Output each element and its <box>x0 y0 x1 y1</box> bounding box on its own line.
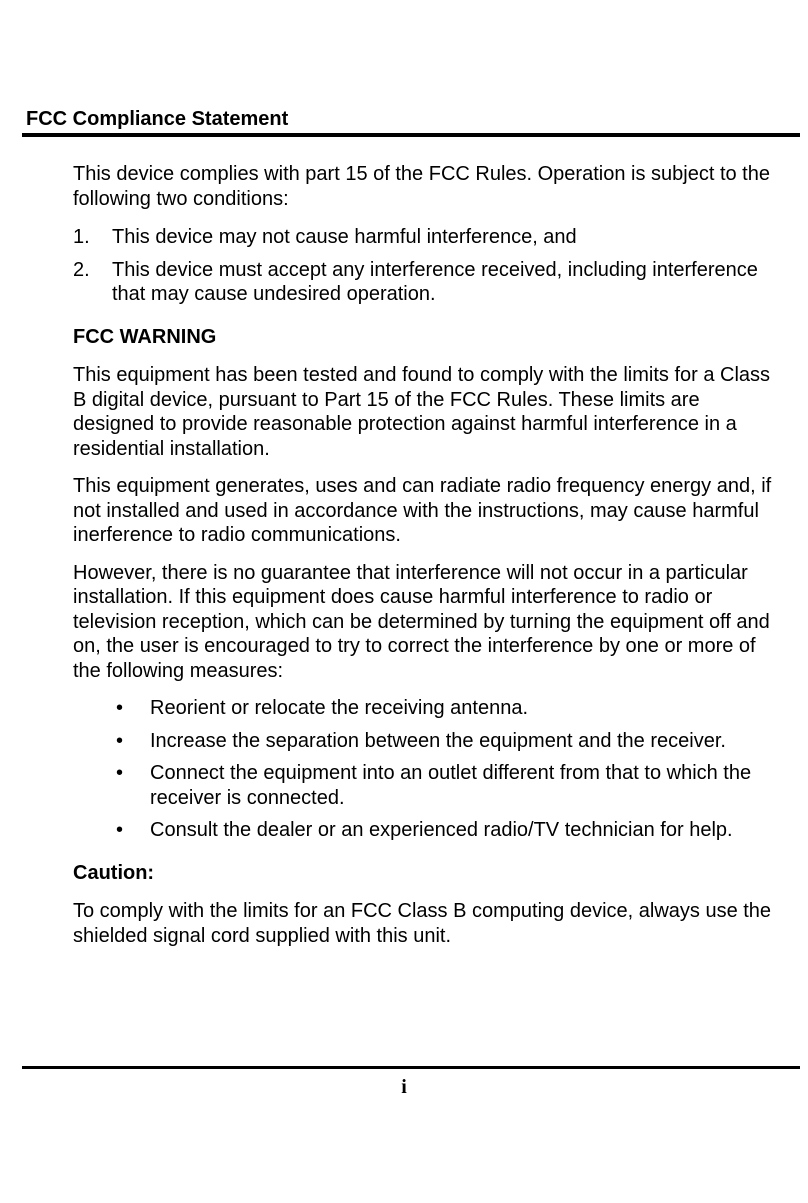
warning-paragraph: However, there is no guarantee that interference will not occur in a particular installation. If this equipment does cause harmful interference to radio or television reception, which can be determined by turning the equipment off and on, the user is encouraged to try to correct the interference by one or more of the following measures: <box>73 561 770 682</box>
bullet-icon: • <box>116 697 124 719</box>
measures-list <box>73 696 785 843</box>
caution-paragraph: To comply with the limits for an FCC Class B computing device, always use the shielded signal cord supplied with this unit. <box>73 900 772 947</box>
list-item <box>73 761 785 810</box>
list-item <box>73 818 785 843</box>
bullet-icon: • <box>116 729 124 752</box>
list-item <box>73 696 785 721</box>
bullet-icon: • <box>116 762 124 784</box>
warning-paragraph: This equipment generates, uses and can radiate radio frequency energy and, if not installed and used in accordance with the instructions, may cause harmful inerference to radio communications. <box>73 475 772 546</box>
list-item-text: Connect the equipment into an outlet different from that to which the receiver is connected. <box>150 762 752 809</box>
page-header-title: FCC Compliance Statement <box>26 108 289 130</box>
conditions-list <box>73 225 785 307</box>
list-item-text: This device must accept any interference received, including interference that may cause undesired operation. <box>112 258 758 305</box>
list-item <box>73 258 785 307</box>
document-body <box>73 162 785 948</box>
list-item-text: Consult the dealer or an experienced radio/TV technician for help. <box>150 819 733 841</box>
bullet-icon: • <box>116 819 124 841</box>
intro-paragraph: This device complies with part 15 of the FCC Rules. Operation is subject to the following two conditions: <box>73 163 770 210</box>
warning-heading: FCC WARNING <box>73 325 217 348</box>
list-number: 2. <box>73 258 90 281</box>
list-item-text: Reorient or relocate the receiving antenna. <box>150 697 529 719</box>
footer-rule <box>22 1066 800 1069</box>
list-number: 1. <box>73 226 90 248</box>
header-rule <box>22 133 800 137</box>
page-number: i <box>401 1076 407 1098</box>
list-item <box>73 729 785 754</box>
list-item <box>73 225 785 250</box>
warning-paragraph: This equipment has been tested and found to comply with the limits for a Class B digital device, pursuant to Part 15 of the FCC Rules. These limits are designed to provide reasonable protection against harmful interference in a residential installation. <box>73 364 771 460</box>
list-item-text: Increase the separation between the equipment and the receiver. <box>150 729 726 752</box>
caution-heading: Caution: <box>73 861 155 884</box>
list-item-text: This device may not cause harmful interference, and <box>112 226 577 248</box>
